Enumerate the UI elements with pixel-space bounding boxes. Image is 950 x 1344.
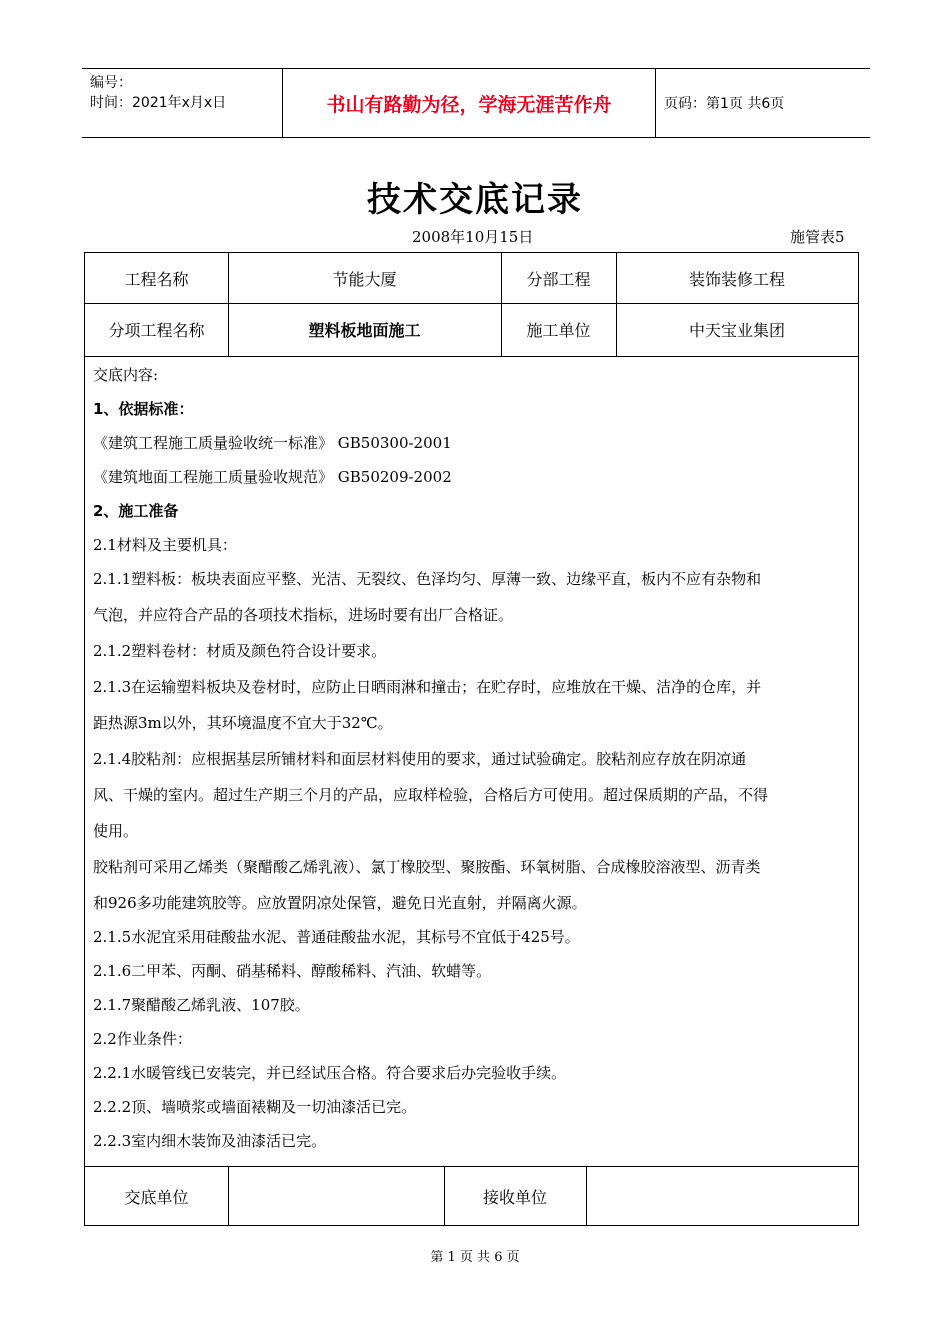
content-line: 2.1.7聚醋酸乙烯乳液、107胶。 — [93, 996, 310, 1014]
issuer-value — [228, 1166, 444, 1226]
content-line: 2.2.1水暖管线已安装完，并已经试压合格。符合要求后办完验收手续。 — [93, 1064, 567, 1082]
content-line: 2.1材料及主要机具： — [93, 536, 237, 554]
subproject-value: 塑料板地面施工 — [308, 321, 421, 340]
content-line: 2.1.4胶粘剂：应根据基层所铺材料和面层材料使用的要求，通过试验确定。胶粘剂应存放在阴凉通 — [93, 750, 747, 768]
content-line: 交底内容: — [93, 366, 159, 384]
row-divider — [85, 356, 858, 357]
subproject-label: 分项工程名称 — [108, 321, 205, 340]
issuer-label: 交底单位 — [124, 1187, 189, 1207]
time-label: 时间：2021年x月x日 — [90, 95, 227, 111]
document-title: 技术交底记录 — [367, 180, 583, 220]
section-heading: 1、依据标准： — [93, 400, 194, 418]
content-line: 2.1.6二甲苯、丙酮、硝基稀料、醇酸稀料、汽油、软蜡等。 — [93, 962, 492, 980]
section-heading: 2、施工准备 — [93, 502, 179, 520]
contractor-value: 中天宝业集团 — [688, 321, 785, 340]
page-header — [82, 68, 870, 138]
header-motto: 书山有路勤为径，学海无涯苦作舟 — [282, 69, 656, 137]
content-line: 2.2作业条件： — [93, 1030, 192, 1048]
content-line: 2.1.5水泥宜采用硅酸盐水泥、普通硅酸盐水泥，其标号不宜低于425号。 — [93, 928, 580, 946]
project-name-value: 节能大厦 — [332, 269, 397, 289]
contractor-label: 施工单位 — [526, 321, 591, 340]
content-line: 风、干燥的室内。超过生产期三个月的产品，应取样检验，合格后方可使用。超过保质期的产品，不得 — [93, 786, 769, 804]
division-value: 装饰装修工程 — [688, 269, 785, 289]
content-line: 距热源3m以外，其环境温度不宜大于32℃。 — [93, 714, 393, 732]
content-line: 2.1.2塑料卷材：材质及颜色符合设计要求。 — [93, 642, 387, 660]
content-line: 2.1.1塑料板：板块表面应平整、光洁、无裂纹、色泽均匀、厚薄一致、边缘平直，板内不应有杂物和 — [93, 570, 762, 588]
document-date: 2008年10月15日 — [412, 228, 534, 246]
project-name-label: 工程名称 — [124, 269, 189, 289]
content-line: 《建筑地面工程施工质量验收规范》 GB50209-2002 — [93, 468, 452, 486]
record-table — [84, 252, 859, 1226]
number-label: 编号： — [90, 75, 132, 91]
content-line: 和926多功能建筑胶等。应放置阴凉处保管，避免日光直射，并隔离火源。 — [93, 894, 587, 912]
content-line: 2.1.3在运输塑料板块及卷材时，应防止日晒雨淋和撞击；在贮存时，应堆放在干燥、洁净的仓库，并 — [93, 678, 762, 696]
division-label: 分部工程 — [526, 269, 591, 289]
header-page-info: 页码：第1页 共6页 — [664, 96, 785, 112]
content-line: 使用。 — [93, 822, 139, 840]
form-number: 施管表5 — [790, 228, 845, 246]
page-footer: 第 1 页 共 6 页 — [430, 1250, 520, 1265]
receiver-label: 接收单位 — [482, 1187, 547, 1207]
content-line: 胶粘剂可采用乙烯类（聚醋酸乙烯乳液）、氯丁橡胶型、聚胺酯、环氧树脂、合成橡胶溶液型、沥青类 — [93, 858, 761, 876]
receiver-value — [586, 1166, 858, 1226]
content-line: 2.2.2顶、墙喷浆或墙面裱糊及一切油漆活已完。 — [93, 1098, 417, 1116]
content-line: 《建筑工程施工质量验收统一标准》 GB50300-2001 — [93, 434, 452, 452]
content-line: 2.2.3室内细木装饰及油漆活已完。 — [93, 1132, 327, 1150]
content-line: 气泡，并应符合产品的各项技术指标，进场时要有出厂合格证。 — [93, 606, 514, 624]
header-meta — [90, 73, 226, 113]
